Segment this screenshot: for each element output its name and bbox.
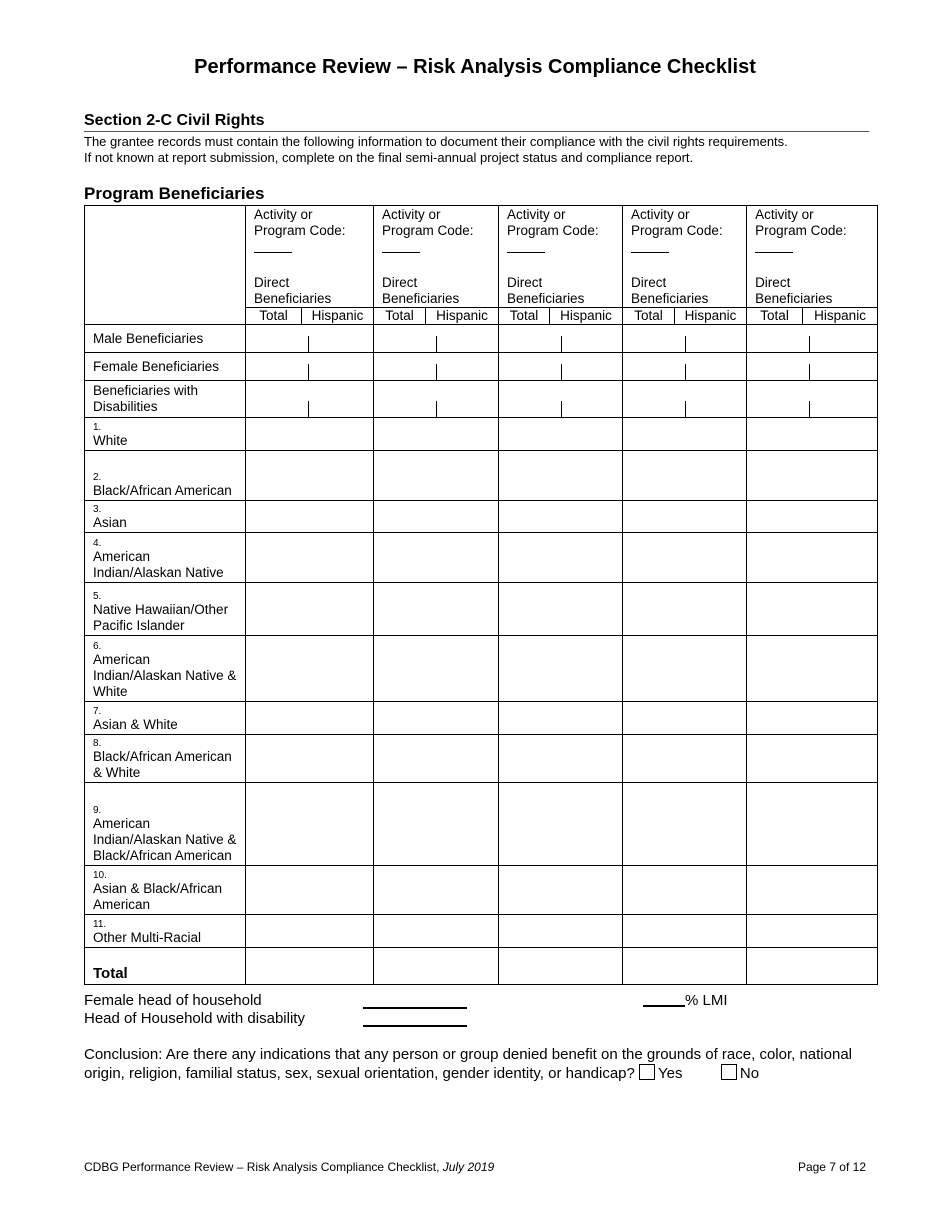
entry-cell[interactable] [499,783,623,866]
row-label-r5 [85,583,246,636]
hispanic-column-header: Hispanic [426,308,499,325]
entry-cell[interactable] [747,866,878,915]
entry-cell[interactable] [747,418,878,451]
entry-cell[interactable] [747,948,878,985]
entry-cell[interactable] [499,381,623,418]
no-label: No [739,1065,760,1082]
entry-cell[interactable] [747,783,878,866]
table-row [85,866,878,915]
no-checkbox[interactable] [721,1064,737,1080]
activity-label: Activity or [755,207,814,222]
program-code-label: Program Code: [254,223,346,238]
cell-divider [809,364,810,380]
row-number: 7. [93,706,102,717]
activity-label: Activity or [382,207,441,222]
entry-cell[interactable] [246,325,374,353]
total-column-header: Total [246,308,302,325]
row-number: 5. [93,591,102,602]
entry-cell[interactable] [499,501,623,533]
table-row [85,325,878,353]
entry-cell[interactable] [747,636,878,702]
entry-cell[interactable] [623,948,747,985]
entry-cell[interactable] [623,866,747,915]
direct-label: Direct [382,275,418,290]
entry-cell[interactable] [374,783,499,866]
table-row [85,533,878,583]
section-heading: Section 2-C Civil Rights [84,112,869,132]
yes-checkbox[interactable] [639,1064,655,1080]
activity-header [246,206,374,308]
program-code-label: Program Code: [755,223,847,238]
cell-divider [308,401,309,417]
cell-divider [685,364,686,380]
entry-cell[interactable] [374,325,499,353]
entry-cell[interactable] [374,501,499,533]
row-number: 3. [93,504,102,515]
entry-cell[interactable] [246,866,374,915]
total-column-header: Total [747,308,803,325]
intro-line-1: The grantee records must contain the following information to document their compliance with the civil rights requirements. [84,134,788,149]
entry-cell[interactable] [623,783,747,866]
row-label-r1 [85,418,246,451]
entry-cell[interactable] [623,735,747,783]
row-label-r8 [85,735,246,783]
cell-divider [809,336,810,352]
program-code-label: Program Code: [631,223,723,238]
row-label-r6 [85,636,246,702]
total-column-header: Total [499,308,550,325]
entry-cell[interactable] [374,948,499,985]
female-head-label: Female head of household [84,992,262,1009]
entry-cell[interactable] [747,325,878,353]
cell-divider [561,364,562,380]
table-row [85,353,878,381]
entry-cell[interactable] [246,451,374,501]
entry-cell[interactable] [499,948,623,985]
row-label-text: American Indian/Alaskan Native & Black/African American [93,816,237,863]
entry-cell[interactable] [747,353,878,381]
row-label-text: White [93,433,128,448]
entry-cell[interactable] [246,418,374,451]
direct-label: Direct [507,275,543,290]
entry-cell[interactable] [246,353,374,381]
entry-cell[interactable] [499,915,623,948]
entry-cell[interactable] [374,583,499,636]
entry-cell[interactable] [747,915,878,948]
program-code-input[interactable] [755,252,793,253]
program-code-label: Program Code: [382,223,474,238]
row-number: 4. [93,538,102,549]
entry-cell[interactable] [374,735,499,783]
entry-cell[interactable] [499,866,623,915]
entry-cell[interactable] [747,702,878,735]
entry-cell[interactable] [374,381,499,418]
hispanic-column-header: Hispanic [550,308,623,325]
lmi-field [643,992,728,1009]
table-row [85,583,878,636]
entry-cell[interactable] [747,533,878,583]
entry-cell[interactable] [246,381,374,418]
program-code-label: Program Code: [507,223,599,238]
row-label-text: Asian & White [93,717,178,732]
row-label-r3 [85,501,246,533]
beneficiaries-heading: Program Beneficiaries [84,184,265,203]
table-row [85,636,878,702]
lmi-input[interactable] [643,1005,685,1007]
row-label-r10 [85,866,246,915]
entry-cell[interactable] [499,353,623,381]
total-column-header: Total [374,308,426,325]
conclusion [84,1046,884,1083]
activity-header [747,206,878,308]
entry-cell[interactable] [374,418,499,451]
entry-cell[interactable] [246,915,374,948]
entry-cell[interactable] [374,636,499,702]
table-row [85,451,878,501]
entry-cell[interactable] [623,583,747,636]
cell-divider [436,336,437,352]
row-label-text: Native Hawaiian/Other Pacific Islander [93,602,229,633]
page-title: Performance Review – Risk Analysis Compliance Checklist [194,56,756,78]
activity-header [623,206,747,308]
entry-cell[interactable] [623,915,747,948]
entry-cell[interactable] [499,451,623,501]
row-label-disabilities: Beneficiaries with Disabilities [85,381,246,418]
cell-divider [685,336,686,352]
page-footer [84,1160,866,1174]
table-row [85,915,878,948]
beneficiaries-label: Beneficiaries [382,291,460,306]
entry-cell[interactable] [747,381,878,418]
lmi-label: % LMI [685,992,728,1009]
row-label-male: Male Beneficiaries [85,325,246,353]
table-row [85,702,878,735]
table-row [85,735,878,783]
disability-head-input[interactable] [363,1025,467,1027]
hispanic-column-header: Hispanic [803,308,878,325]
corner-cell [85,206,246,325]
entry-cell[interactable] [623,325,747,353]
cell-divider [561,401,562,417]
entry-cell[interactable] [499,418,623,451]
row-label-r7 [85,702,246,735]
entry-cell[interactable] [499,533,623,583]
entry-cell[interactable] [374,353,499,381]
row-number: 1. [93,422,102,433]
entry-cell[interactable] [623,451,747,501]
row-number: 6. [93,641,102,652]
table-row [85,418,878,451]
program-code-input[interactable] [382,252,420,253]
entry-cell[interactable] [623,533,747,583]
section-intro [84,134,874,166]
activity-label: Activity or [254,207,313,222]
table-row [85,381,878,418]
entry-cell[interactable] [374,915,499,948]
row-label-text: Other Multi-Racial [93,930,202,945]
row-number: 8. [93,738,102,749]
entry-cell[interactable] [246,702,374,735]
row-number: 9. [93,805,102,816]
conclusion-text: Conclusion: Are there any indications that any person or group denied benefit on the grounds of race, color, national origin, religion, familial status, sex, sexual orientation, gender identity, or handicap? [84,1046,853,1082]
entry-cell[interactable] [246,583,374,636]
row-label-text: Black/African American [93,483,232,498]
beneficiaries-label: Beneficiaries [507,291,585,306]
entry-cell[interactable] [246,735,374,783]
entry-cell[interactable] [246,948,374,985]
total-column-header: Total [623,308,675,325]
entry-cell[interactable] [499,325,623,353]
table-row [85,783,878,866]
hispanic-column-header: Hispanic [675,308,747,325]
cell-divider [809,401,810,417]
beneficiaries-label: Beneficiaries [631,291,709,306]
entry-cell[interactable] [374,702,499,735]
row-number: 2. [93,472,102,483]
entry-cell[interactable] [623,418,747,451]
entry-cell[interactable] [374,451,499,501]
cell-divider [685,401,686,417]
row-label-text: Asian [93,515,127,530]
program-code-input[interactable] [631,252,669,253]
row-label-female: Female Beneficiaries [85,353,246,381]
activity-label: Activity or [631,207,690,222]
row-label-r11 [85,915,246,948]
cell-divider [436,364,437,380]
beneficiaries-label: Beneficiaries [254,291,332,306]
program-code-input[interactable] [507,252,545,253]
page-number: Page 7 of 12 [797,1160,866,1174]
entry-cell[interactable] [747,583,878,636]
table-row [85,948,878,985]
activity-header [374,206,499,308]
entry-cell[interactable] [747,501,878,533]
cell-divider [561,336,562,352]
direct-label: Direct [755,275,791,290]
row-label-text: American Indian/Alaskan Native [93,549,224,580]
cell-divider [308,336,309,352]
row-number: 10. [93,870,107,881]
entry-cell[interactable] [246,636,374,702]
footer-date: July 2019 [442,1160,495,1174]
entry-cell[interactable] [623,381,747,418]
entry-cell[interactable] [623,636,747,702]
activity-header [499,206,623,308]
cell-divider [308,364,309,380]
entry-cell[interactable] [374,866,499,915]
hispanic-column-header: Hispanic [302,308,374,325]
row-number: 11. [93,919,107,930]
entry-cell[interactable] [623,353,747,381]
entry-cell[interactable] [499,735,623,783]
row-label-total: Total [85,948,246,985]
row-label-text: Asian & Black/African American [93,881,223,912]
entry-cell[interactable] [246,501,374,533]
row-label-text: American Indian/Alaskan Native & White [93,652,237,699]
entry-cell[interactable] [747,451,878,501]
footer-left: CDBG Performance Review – Risk Analysis Compliance Checklist, [84,1160,443,1174]
row-label-text: Black/African American & White [93,749,232,780]
female-head-input[interactable] [363,1007,467,1009]
entry-cell[interactable] [747,735,878,783]
yes-label: Yes [658,1065,683,1082]
row-label-r2 [85,451,246,501]
cell-divider [436,401,437,417]
activity-label: Activity or [507,207,566,222]
entry-cell[interactable] [499,583,623,636]
direct-label: Direct [254,275,290,290]
disability-head-label: Head of Household with disability [84,1010,305,1027]
beneficiaries-table [84,205,878,985]
table-row [85,501,878,533]
entry-cell[interactable] [246,783,374,866]
entry-cell[interactable] [623,702,747,735]
program-code-input[interactable] [254,252,292,253]
row-label-r4 [85,533,246,583]
intro-line-2: If not known at report submission, complete on the final semi-annual project status and compliance report. [84,150,694,165]
beneficiaries-label: Beneficiaries [755,291,833,306]
entry-cell[interactable] [246,533,374,583]
entry-cell[interactable] [623,501,747,533]
entry-cell[interactable] [499,636,623,702]
entry-cell[interactable] [499,702,623,735]
entry-cell[interactable] [374,533,499,583]
row-label-r9 [85,783,246,866]
direct-label: Direct [631,275,667,290]
